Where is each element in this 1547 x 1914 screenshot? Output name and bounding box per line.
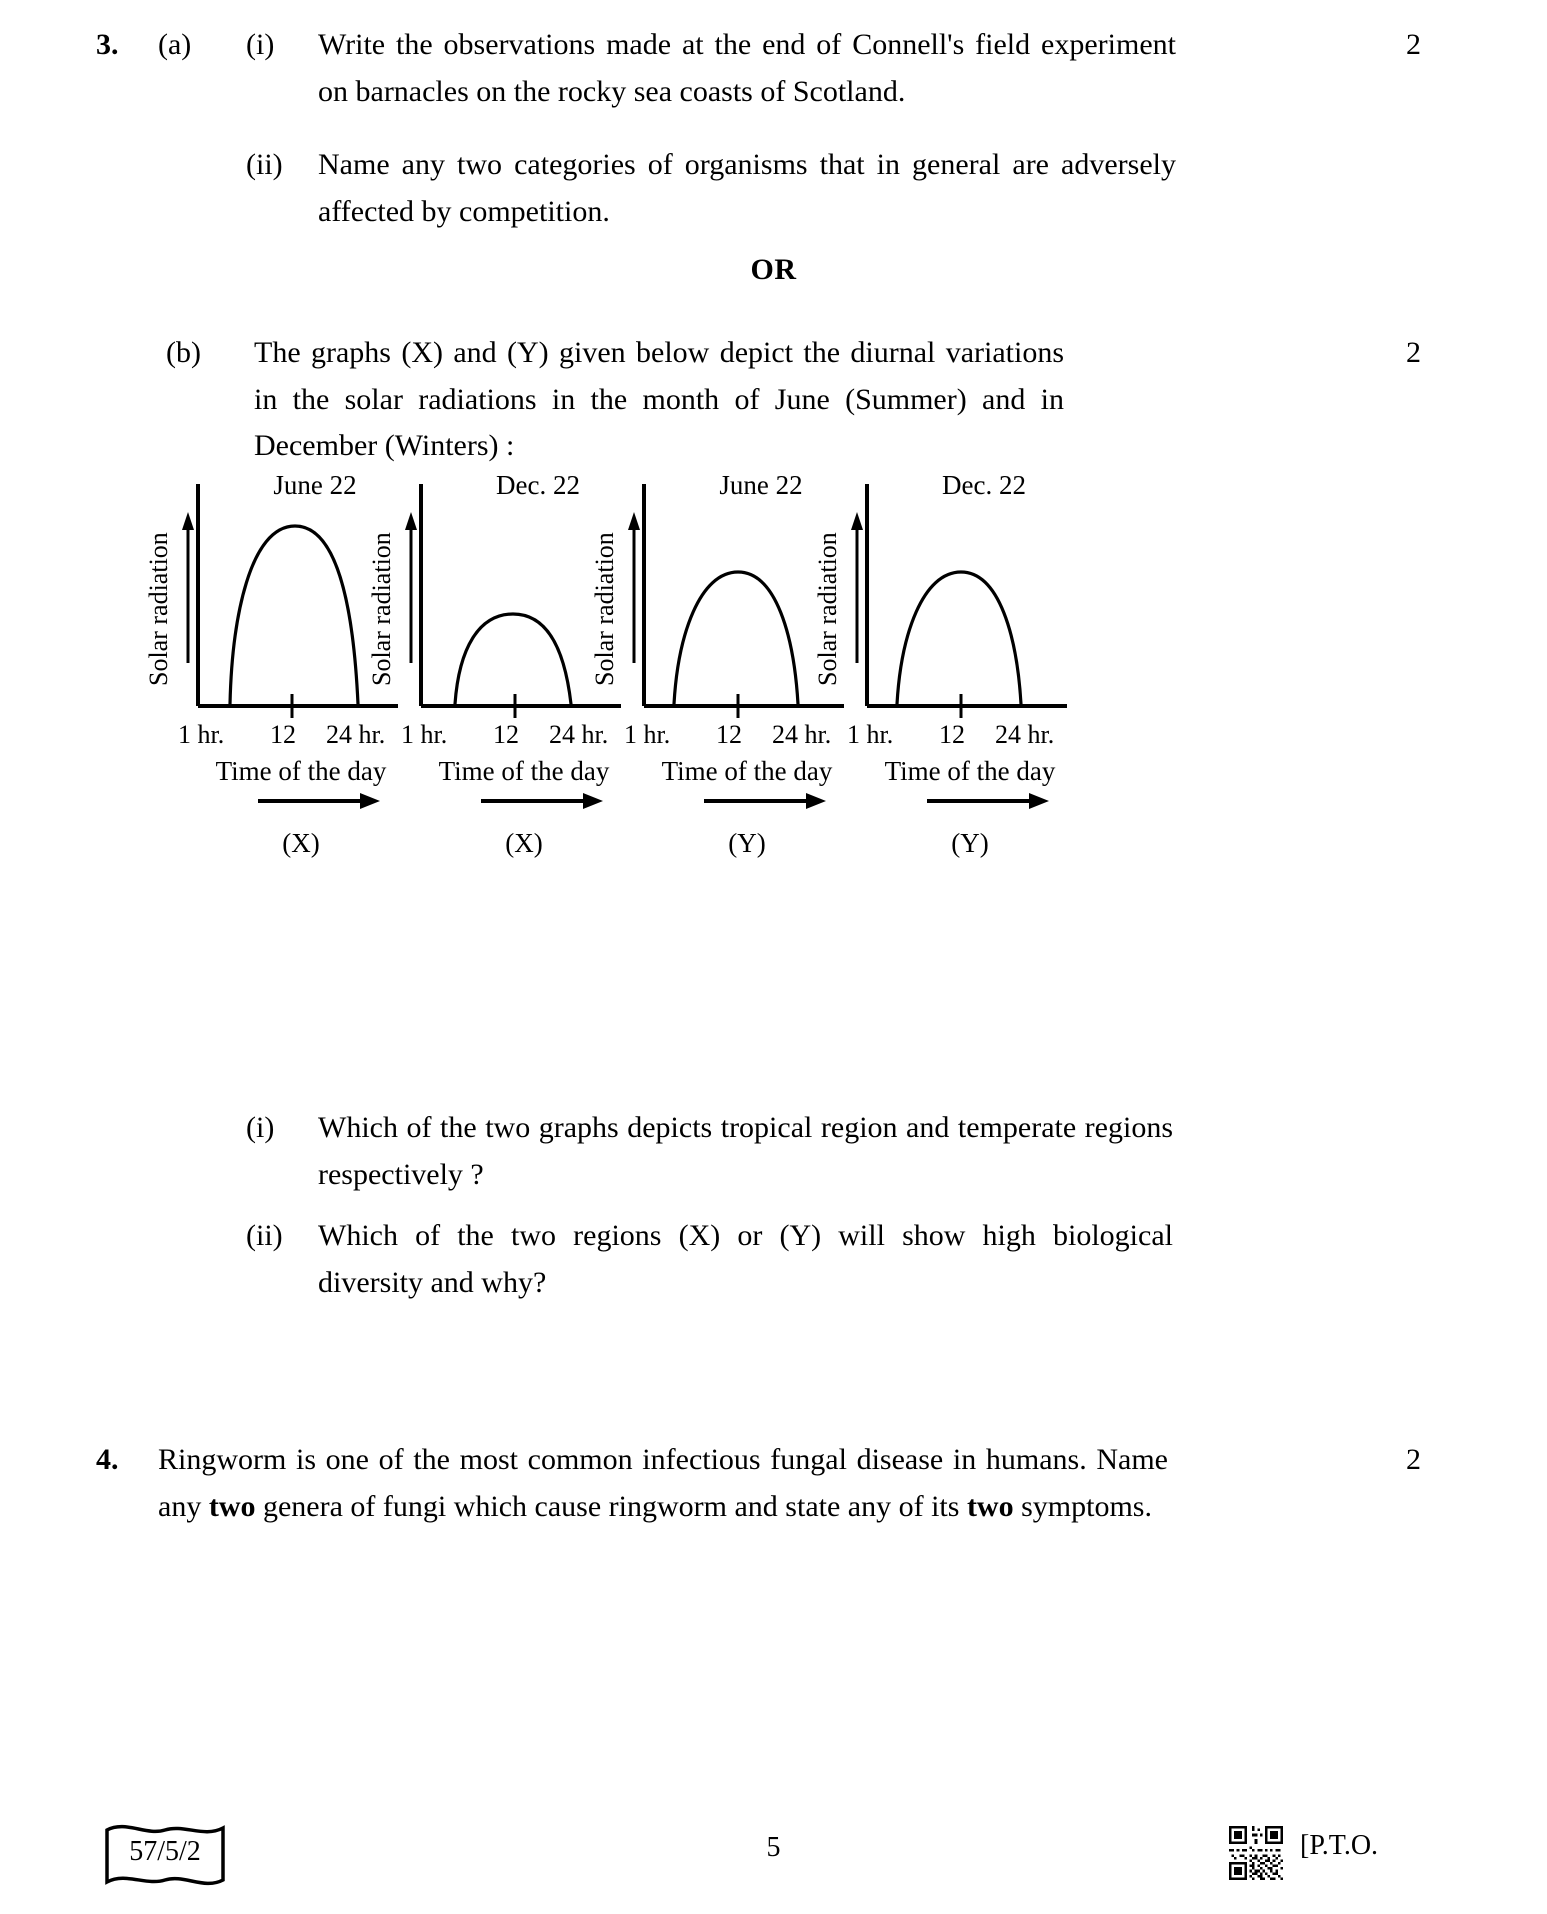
graph-2-xlabel: Time of the day <box>438 756 610 786</box>
graph-4-xlabel: Time of the day <box>884 756 1056 786</box>
graph-4-xticks <box>847 720 1102 754</box>
graph-3-ylabel: Solar radiation <box>590 532 619 686</box>
question-4-text-part2: genera of fungi which cause ringworm and state any of its <box>255 1489 967 1523</box>
graph-4-title: Dec. 22 <box>942 470 1026 500</box>
question-4-text-part1: Ringworm is one of the most common infectious fungal disease in humans. Name any <box>158 1443 1168 1523</box>
graph-3-title: June 22 <box>719 470 803 500</box>
graph-2-title: Dec. 22 <box>496 470 580 500</box>
question-3a-ii-text: Name any two categories of organisms that in general are adversely affected by competition. <box>318 148 1176 228</box>
graph-4-axes-and-curve <box>819 468 1102 728</box>
question-3-alpha-a: (a) <box>158 28 192 61</box>
graph-3-xtick-1: 12 <box>716 720 742 749</box>
graph-1-xtick-0: 1 hr. <box>178 720 225 749</box>
graph-4-time-arrow-icon <box>925 790 1051 812</box>
question-3a-ii <box>246 142 1176 235</box>
graph-1-panel-label: (X) <box>282 828 320 858</box>
question-3a-roman-ii: (ii) <box>246 148 283 181</box>
solar-radiation-figure <box>144 468 1330 858</box>
graph-3-xtick-0: 1 hr. <box>624 720 671 749</box>
marks-question-3b: 2 <box>1406 336 1421 369</box>
graph-4-ylabel: Solar radiation <box>813 532 842 686</box>
question-3b-ii <box>246 1213 1176 1306</box>
question-3b <box>166 330 1176 470</box>
page-number: 5 <box>766 1832 781 1863</box>
graph-panel-4 <box>813 468 1102 858</box>
question-3b-i <box>246 1105 1176 1198</box>
graph-3-time-arrow-icon <box>702 790 828 812</box>
paper-code-text: 57/5/2 <box>129 1836 201 1867</box>
graph-4-xtick-2: 24 hr. <box>995 720 1055 749</box>
question-3a-i <box>96 22 1176 115</box>
question-3b-i-text: Which of the two graphs depicts tropical region and temperate regions respectively ? <box>318 1111 1173 1191</box>
graph-3-xlabel: Time of the day <box>661 756 833 786</box>
marks-question-4: 2 <box>1406 1443 1421 1476</box>
graph-1-xtick-1: 12 <box>270 720 296 749</box>
question-4-bold-two-2: two <box>966 1489 1014 1523</box>
question-3b-stem-text: The graphs (X) and (Y) given below depict the diurnal variations in the solar radiations in the month of June (Summer) and in December (Winters) : <box>254 336 1064 462</box>
graph-1-xtick-2: 24 hr. <box>326 720 386 749</box>
question-3b-roman-ii: (ii) <box>246 1219 283 1252</box>
question-4-bold-two-1: two <box>208 1489 256 1523</box>
question-4-text <box>158 1437 1168 1530</box>
question-3b-ii-text: Which of the two regions (X) or (Y) will show high biological diversity and why? <box>318 1219 1173 1299</box>
pto-label: [P.T.O. <box>1300 1830 1379 1861</box>
graph-4-xtick-1: 12 <box>939 720 965 749</box>
graph-2-ylabel: Solar radiation <box>367 532 396 686</box>
graph-3-xtick-2: 24 hr. <box>772 720 832 749</box>
graph-2-panel-label: (X) <box>505 828 543 858</box>
graph-1-title: June 22 <box>273 470 357 500</box>
graph-4-xtick-0: 1 hr. <box>847 720 894 749</box>
question-3a-i-text: Write the observations made at the end of Connell's field experiment on barnacles on the rocky sea coasts of Scotland. <box>318 28 1176 108</box>
question-3b-roman-i: (i) <box>246 1111 275 1144</box>
graph-1-time-arrow-icon <box>256 790 382 812</box>
graph-1-xlabel: Time of the day <box>215 756 387 786</box>
question-4-number: 4. <box>96 1443 119 1476</box>
graph-2-xtick-2: 24 hr. <box>549 720 609 749</box>
marks-question-3a: 2 <box>1406 28 1421 61</box>
graph-4-panel-label: (Y) <box>951 828 989 858</box>
question-4-text-part3: symptoms. <box>1013 1489 1152 1523</box>
or-separator: OR <box>750 253 797 286</box>
question-3-alpha-b: (b) <box>166 336 201 369</box>
graph-2-time-arrow-icon <box>479 790 605 812</box>
qr-code-icon <box>1229 1826 1283 1880</box>
question-4 <box>96 1437 1176 1530</box>
question-3-number: 3. <box>96 28 119 61</box>
page-footer <box>0 1794 1547 1914</box>
graph-2-xtick-1: 12 <box>493 720 519 749</box>
graph-1-ylabel: Solar radiation <box>144 532 173 686</box>
graph-2-xtick-0: 1 hr. <box>401 720 448 749</box>
question-3a-roman-i: (i) <box>246 28 275 61</box>
graph-3-panel-label: (Y) <box>728 828 766 858</box>
